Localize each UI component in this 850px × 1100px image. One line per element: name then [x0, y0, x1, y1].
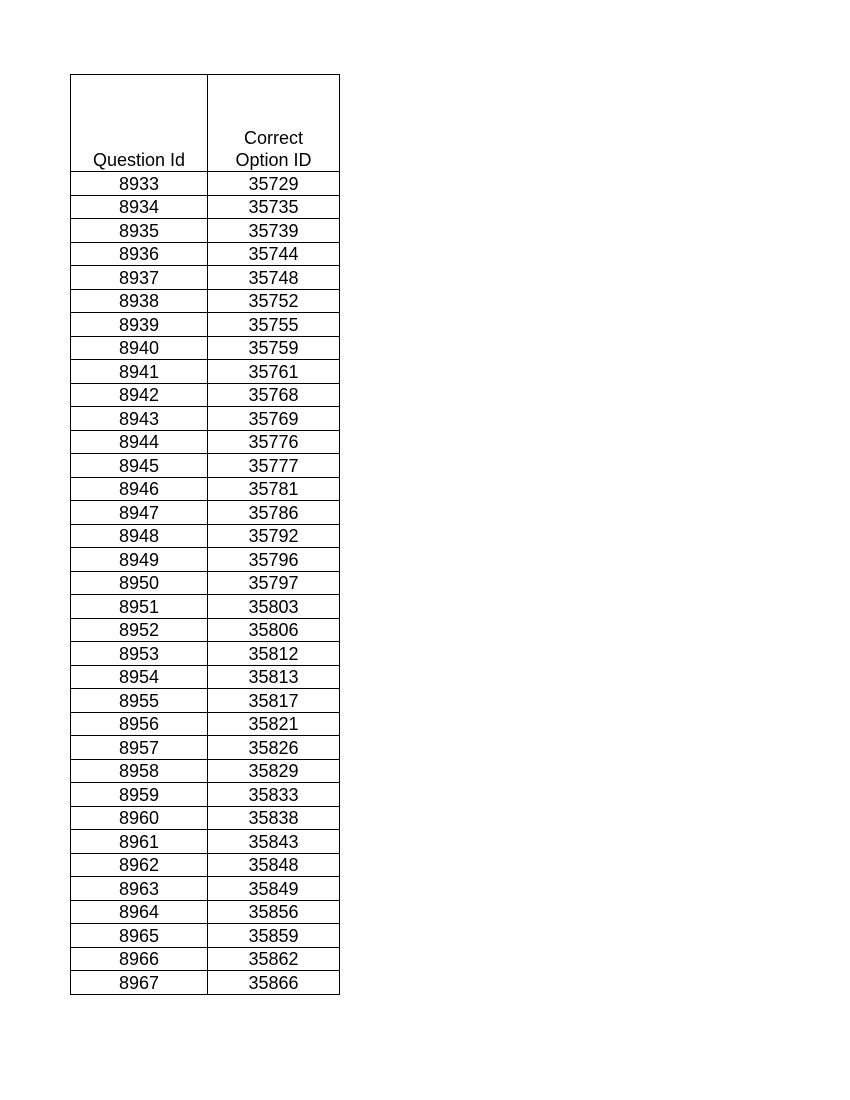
question-id-cell: 8945 [71, 454, 208, 478]
correct-option-id-cell: 35768 [208, 383, 340, 407]
correct-option-id-cell: 35776 [208, 430, 340, 454]
table-row [71, 806, 340, 830]
question-id-cell: 8944 [71, 430, 208, 454]
table-row [71, 971, 340, 995]
correct-option-header-line2: Option ID [235, 150, 312, 170]
question-id-cell: 8954 [71, 665, 208, 689]
correct-option-id-cell: 35744 [208, 242, 340, 266]
question-id-cell: 8933 [71, 172, 208, 196]
table-row [71, 571, 340, 595]
table-row [71, 501, 340, 525]
question-id-cell: 8967 [71, 971, 208, 995]
question-id-cell: 8950 [71, 571, 208, 595]
table-row [71, 430, 340, 454]
table-body [71, 172, 340, 995]
correct-option-id-cell: 35862 [208, 947, 340, 971]
correct-option-id-cell: 35735 [208, 195, 340, 219]
answer-key-table [70, 74, 340, 995]
table-row [71, 242, 340, 266]
table-row [71, 524, 340, 548]
question-id-header [71, 75, 208, 172]
table-row [71, 759, 340, 783]
correct-option-id-cell: 35813 [208, 665, 340, 689]
correct-option-id-cell: 35796 [208, 548, 340, 572]
table-row [71, 266, 340, 290]
question-id-cell: 8961 [71, 830, 208, 854]
correct-option-id-header [208, 75, 340, 172]
correct-option-id-cell: 35769 [208, 407, 340, 431]
correct-option-id-cell: 35821 [208, 712, 340, 736]
table-row [71, 642, 340, 666]
table-row [71, 336, 340, 360]
table-row [71, 947, 340, 971]
question-id-cell: 8938 [71, 289, 208, 313]
question-id-cell: 8943 [71, 407, 208, 431]
table-row [71, 689, 340, 713]
question-id-cell: 8953 [71, 642, 208, 666]
question-id-cell: 8959 [71, 783, 208, 807]
table-row [71, 877, 340, 901]
correct-option-id-cell: 35803 [208, 595, 340, 619]
correct-option-id-cell: 35786 [208, 501, 340, 525]
question-id-cell: 8941 [71, 360, 208, 384]
table-row [71, 477, 340, 501]
correct-option-id-cell: 35806 [208, 618, 340, 642]
correct-option-id-cell: 35856 [208, 900, 340, 924]
table-row [71, 900, 340, 924]
question-id-cell: 8934 [71, 195, 208, 219]
question-id-cell: 8958 [71, 759, 208, 783]
table-row [71, 219, 340, 243]
question-id-cell: 8936 [71, 242, 208, 266]
correct-option-id-cell: 35792 [208, 524, 340, 548]
table-row [71, 712, 340, 736]
table-row [71, 830, 340, 854]
question-id-cell: 8935 [71, 219, 208, 243]
correct-option-header-line1: Correct [243, 128, 303, 148]
correct-option-id-cell: 35777 [208, 454, 340, 478]
table-row [71, 924, 340, 948]
question-id-cell: 8939 [71, 313, 208, 337]
question-id-cell: 8962 [71, 853, 208, 877]
question-id-cell: 8955 [71, 689, 208, 713]
correct-option-id-cell: 35838 [208, 806, 340, 830]
question-id-cell: 8957 [71, 736, 208, 760]
correct-option-id-cell: 35843 [208, 830, 340, 854]
table-row [71, 407, 340, 431]
table-row [71, 454, 340, 478]
question-id-cell: 8942 [71, 383, 208, 407]
table-row [71, 313, 340, 337]
correct-option-id-cell: 35752 [208, 289, 340, 313]
question-id-cell: 8946 [71, 477, 208, 501]
question-id-cell: 8948 [71, 524, 208, 548]
correct-option-id-cell: 35781 [208, 477, 340, 501]
question-id-cell: 8966 [71, 947, 208, 971]
question-id-cell: 8951 [71, 595, 208, 619]
table-row [71, 736, 340, 760]
question-id-cell: 8952 [71, 618, 208, 642]
correct-option-id-cell: 35848 [208, 853, 340, 877]
question-id-cell: 8965 [71, 924, 208, 948]
table-row [71, 195, 340, 219]
question-id-cell: 8956 [71, 712, 208, 736]
table-row [71, 172, 340, 196]
correct-option-id-cell: 35729 [208, 172, 340, 196]
correct-option-id-cell: 35759 [208, 336, 340, 360]
correct-option-id-cell: 35812 [208, 642, 340, 666]
table-row [71, 595, 340, 619]
question-id-cell: 8949 [71, 548, 208, 572]
correct-option-id-cell: 35833 [208, 783, 340, 807]
question-id-cell: 8963 [71, 877, 208, 901]
header-row [71, 75, 340, 172]
table-row [71, 853, 340, 877]
correct-option-id-cell: 35866 [208, 971, 340, 995]
table-row [71, 360, 340, 384]
table-row [71, 618, 340, 642]
question-id-cell: 8937 [71, 266, 208, 290]
table-row [71, 665, 340, 689]
question-id-cell: 8947 [71, 501, 208, 525]
question-id-cell: 8964 [71, 900, 208, 924]
table-row [71, 289, 340, 313]
correct-option-id-cell: 35829 [208, 759, 340, 783]
table-row [71, 548, 340, 572]
correct-option-id-cell: 35817 [208, 689, 340, 713]
correct-option-id-cell: 35849 [208, 877, 340, 901]
correct-option-id-cell: 35739 [208, 219, 340, 243]
correct-option-id-cell: 35859 [208, 924, 340, 948]
correct-option-id-cell: 35761 [208, 360, 340, 384]
correct-option-id-cell: 35826 [208, 736, 340, 760]
correct-option-id-cell: 35755 [208, 313, 340, 337]
question-id-cell: 8940 [71, 336, 208, 360]
table-row [71, 783, 340, 807]
table-row [71, 383, 340, 407]
question-id-cell: 8960 [71, 806, 208, 830]
correct-option-id-cell: 35797 [208, 571, 340, 595]
correct-option-id-cell: 35748 [208, 266, 340, 290]
question-id-header-label: Question Id [92, 150, 186, 170]
